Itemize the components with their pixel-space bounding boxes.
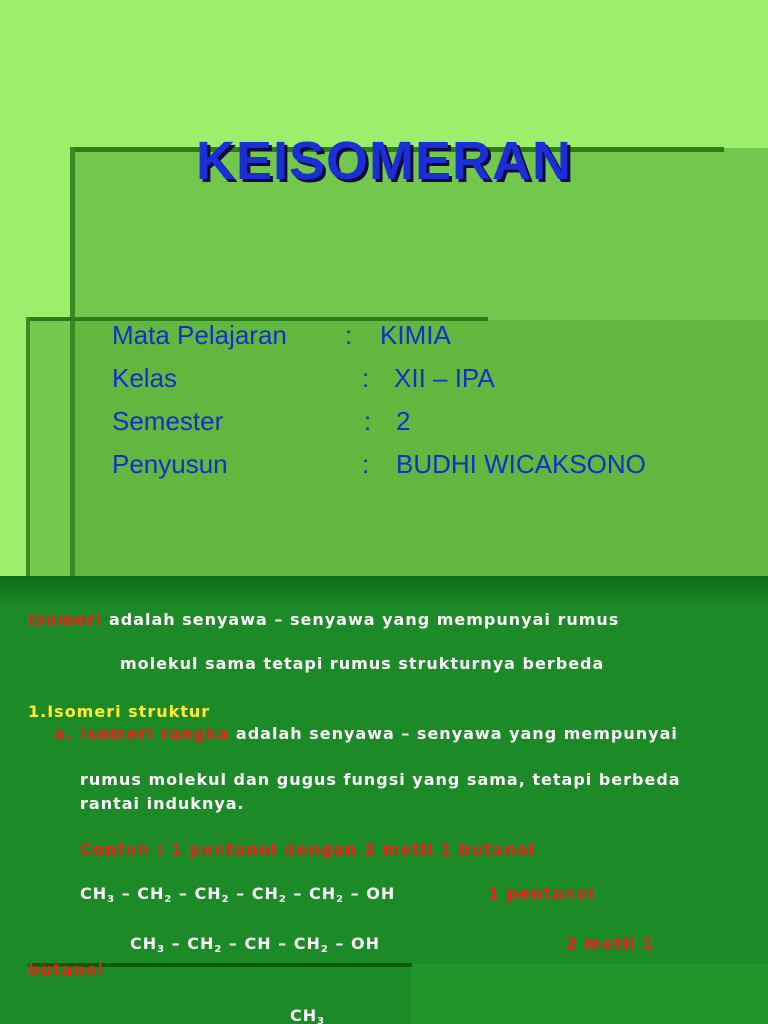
decor-band [0,576,768,606]
info-colon: : [364,406,372,436]
formula-subscript: 3 [107,894,116,905]
formula-2-name-line-2: butanol [28,960,105,979]
formula-text: – CH – CH [222,934,321,953]
info-label: Semester [112,406,224,436]
subsection-prefix: a. [54,724,73,743]
formula-subscript: 2 [221,894,230,905]
formula-text: – CH [165,934,215,953]
formula-1-pentanol [80,884,395,905]
decor-rectangle [410,964,768,1024]
slide-title: KEISOMERAN [195,131,573,191]
info-label: Penyusun [112,449,228,479]
formula-text: – CH [286,884,337,903]
formula-subscript: 2 [278,894,287,905]
info-colon: : [345,320,353,350]
formula-subscript: 3 [157,944,166,955]
definition-term: Isomeri [28,610,103,629]
formula-subscript: 2 [214,944,223,955]
definition-line-2: molekul sama tetapi rumus strukturnya berbeda [120,654,605,673]
decor-line [70,147,75,576]
info-label: Mata Pelajaran [112,320,287,350]
info-colon: : [362,449,370,479]
info-value: KIMIA [380,320,451,350]
formula-text: – OH [328,934,381,953]
formula-text: CH [80,884,108,903]
decor-rectangle-lower [26,320,768,576]
example-heading: Contoh : 1 pentanol dengan 2 metil 1 butanol [80,840,536,859]
formula-2-methylbutanol [130,934,380,955]
subsection-text: adalah senyawa – senyawa yang mempunyai [229,724,678,743]
subsection-a-line-2: rumus molekul dan gugus fungsi yang sama, tetapi berbeda [80,770,681,789]
formula-text: CH [130,934,158,953]
formula-text: – OH [344,884,396,903]
info-label: Kelas [112,363,178,393]
formula-text: – CH [115,884,165,903]
definition-text: adalah senyawa – senyawa yang mempunyai rumus [102,610,620,629]
content-slide [0,576,768,1024]
formula-2-name-line-1: 2 metil 1 [566,934,655,953]
subsection-term: Isomeri rangka [79,724,230,743]
subsection-a-line-3: rantai induknya. [80,794,245,813]
subsection-a-line-1 [54,724,678,743]
formula-text: – CH [229,884,279,903]
branch-methyl [290,1006,325,1024]
info-colon: : [362,363,370,393]
formula-subscript: 2 [320,944,329,955]
formula-1-name: 1 pentanol [488,884,595,903]
definition-line-1 [28,610,619,629]
decor-line [26,317,30,576]
formula-subscript: 2 [164,894,173,905]
formula-text: CH [290,1006,318,1024]
formula-subscript: 3 [317,1016,326,1024]
formula-subscript: 2 [336,894,345,905]
info-value: BUDHI WICAKSONO [396,449,646,479]
formula-text: – CH [172,884,222,903]
section-heading: 1.Isomeri struktur [28,702,211,721]
info-value: 2 [396,406,411,436]
info-value: XII – IPA [394,363,495,393]
